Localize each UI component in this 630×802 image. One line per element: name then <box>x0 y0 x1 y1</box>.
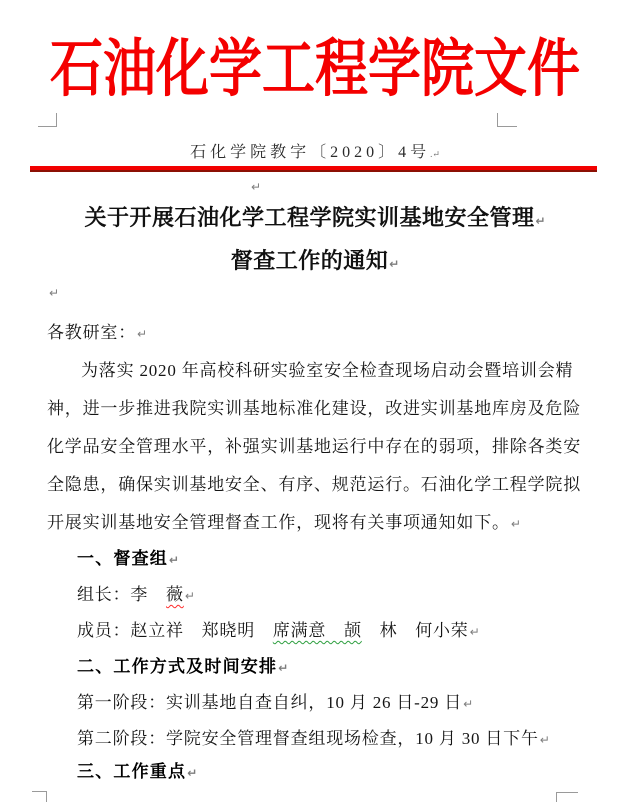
return-mark: ↵ <box>187 766 198 780</box>
body-line: 开展实训基地安全管理督查工作，现将有关事项通知如下。↵ <box>47 513 521 532</box>
corner-mark-top-left <box>38 113 57 127</box>
return-mark: ↵ <box>251 180 262 194</box>
corner-mark-top-right <box>497 113 517 127</box>
return-mark: ↵ <box>137 327 148 341</box>
corner-mark-bottom-left <box>32 791 47 802</box>
doc-number-paragraph-mark: .↵ <box>430 149 440 159</box>
leader-name-spellcheck: 薇 <box>166 585 184 604</box>
members-names: 赵立祥 郑晓明 <box>130 621 273 640</box>
body-line: 神，进一步推进我院实训基地标准化建设，改进实训基地库房及危险 <box>47 399 581 418</box>
section-heading-2: 二、工作方式及时间安排↵ <box>77 657 289 676</box>
doc-number <box>0 139 630 162</box>
return-mark: ↵ <box>539 733 550 747</box>
members-line <box>47 616 592 641</box>
red-separator-line <box>30 166 597 172</box>
stage-1-line: 第一阶段：实训基地自查自纠，10 月 26 日-29 日↵ <box>77 693 474 712</box>
return-mark: ↵ <box>389 257 400 271</box>
salutation-line <box>47 318 592 343</box>
members-label: 成员： <box>77 621 131 640</box>
return-mark: ↵ <box>184 589 195 603</box>
body-line: 全隐患，确保实训基地安全、有序、规范运行。石油化学工程学院拟 <box>47 475 581 494</box>
return-mark: ↵ <box>469 625 480 639</box>
corner-mark-bottom-right <box>556 792 578 802</box>
members-names: 林 何小荣 <box>361 621 469 640</box>
return-mark: ↵ <box>510 517 521 531</box>
leader-name: 李 <box>130 585 149 604</box>
section-heading-1: 一、督查组↵ <box>77 549 180 568</box>
leader-line <box>47 580 592 605</box>
org-title: 石油化学工程学院文件 <box>50 35 580 105</box>
return-mark: ↵ <box>169 553 180 567</box>
notice-title <box>0 198 630 284</box>
section-heading-3: 三、工作重点↵ <box>77 762 198 781</box>
return-mark: ↵ <box>463 697 474 711</box>
stage-2-line: 第二阶段：学院安全管理督查组现场检查，10 月 30 日下午↵ <box>77 729 550 748</box>
body-line: 为落实 2020 年高校科研实验室安全检查现场启动会暨培训会精 <box>81 361 574 380</box>
return-mark: ↵ <box>535 214 546 228</box>
salutation: 各教研室： <box>47 323 136 342</box>
body-line: 化学品安全管理水平，补强实训基地运行中存在的弱项，排除各类安 <box>47 437 581 456</box>
members-names-grammarcheck: 席满意 颉 <box>272 621 362 640</box>
doc-number-text: 石化学院教字〔2020〕4号 <box>190 144 431 161</box>
return-mark: ↵ <box>278 661 289 675</box>
leader-label: 组长： <box>77 585 131 604</box>
notice-title-line-2: 督查工作的通知↵ <box>230 248 400 273</box>
notice-title-line-1: 关于开展石油化学工程学院实训基地安全管理↵ <box>84 205 546 230</box>
return-mark: ↵ <box>49 286 60 300</box>
